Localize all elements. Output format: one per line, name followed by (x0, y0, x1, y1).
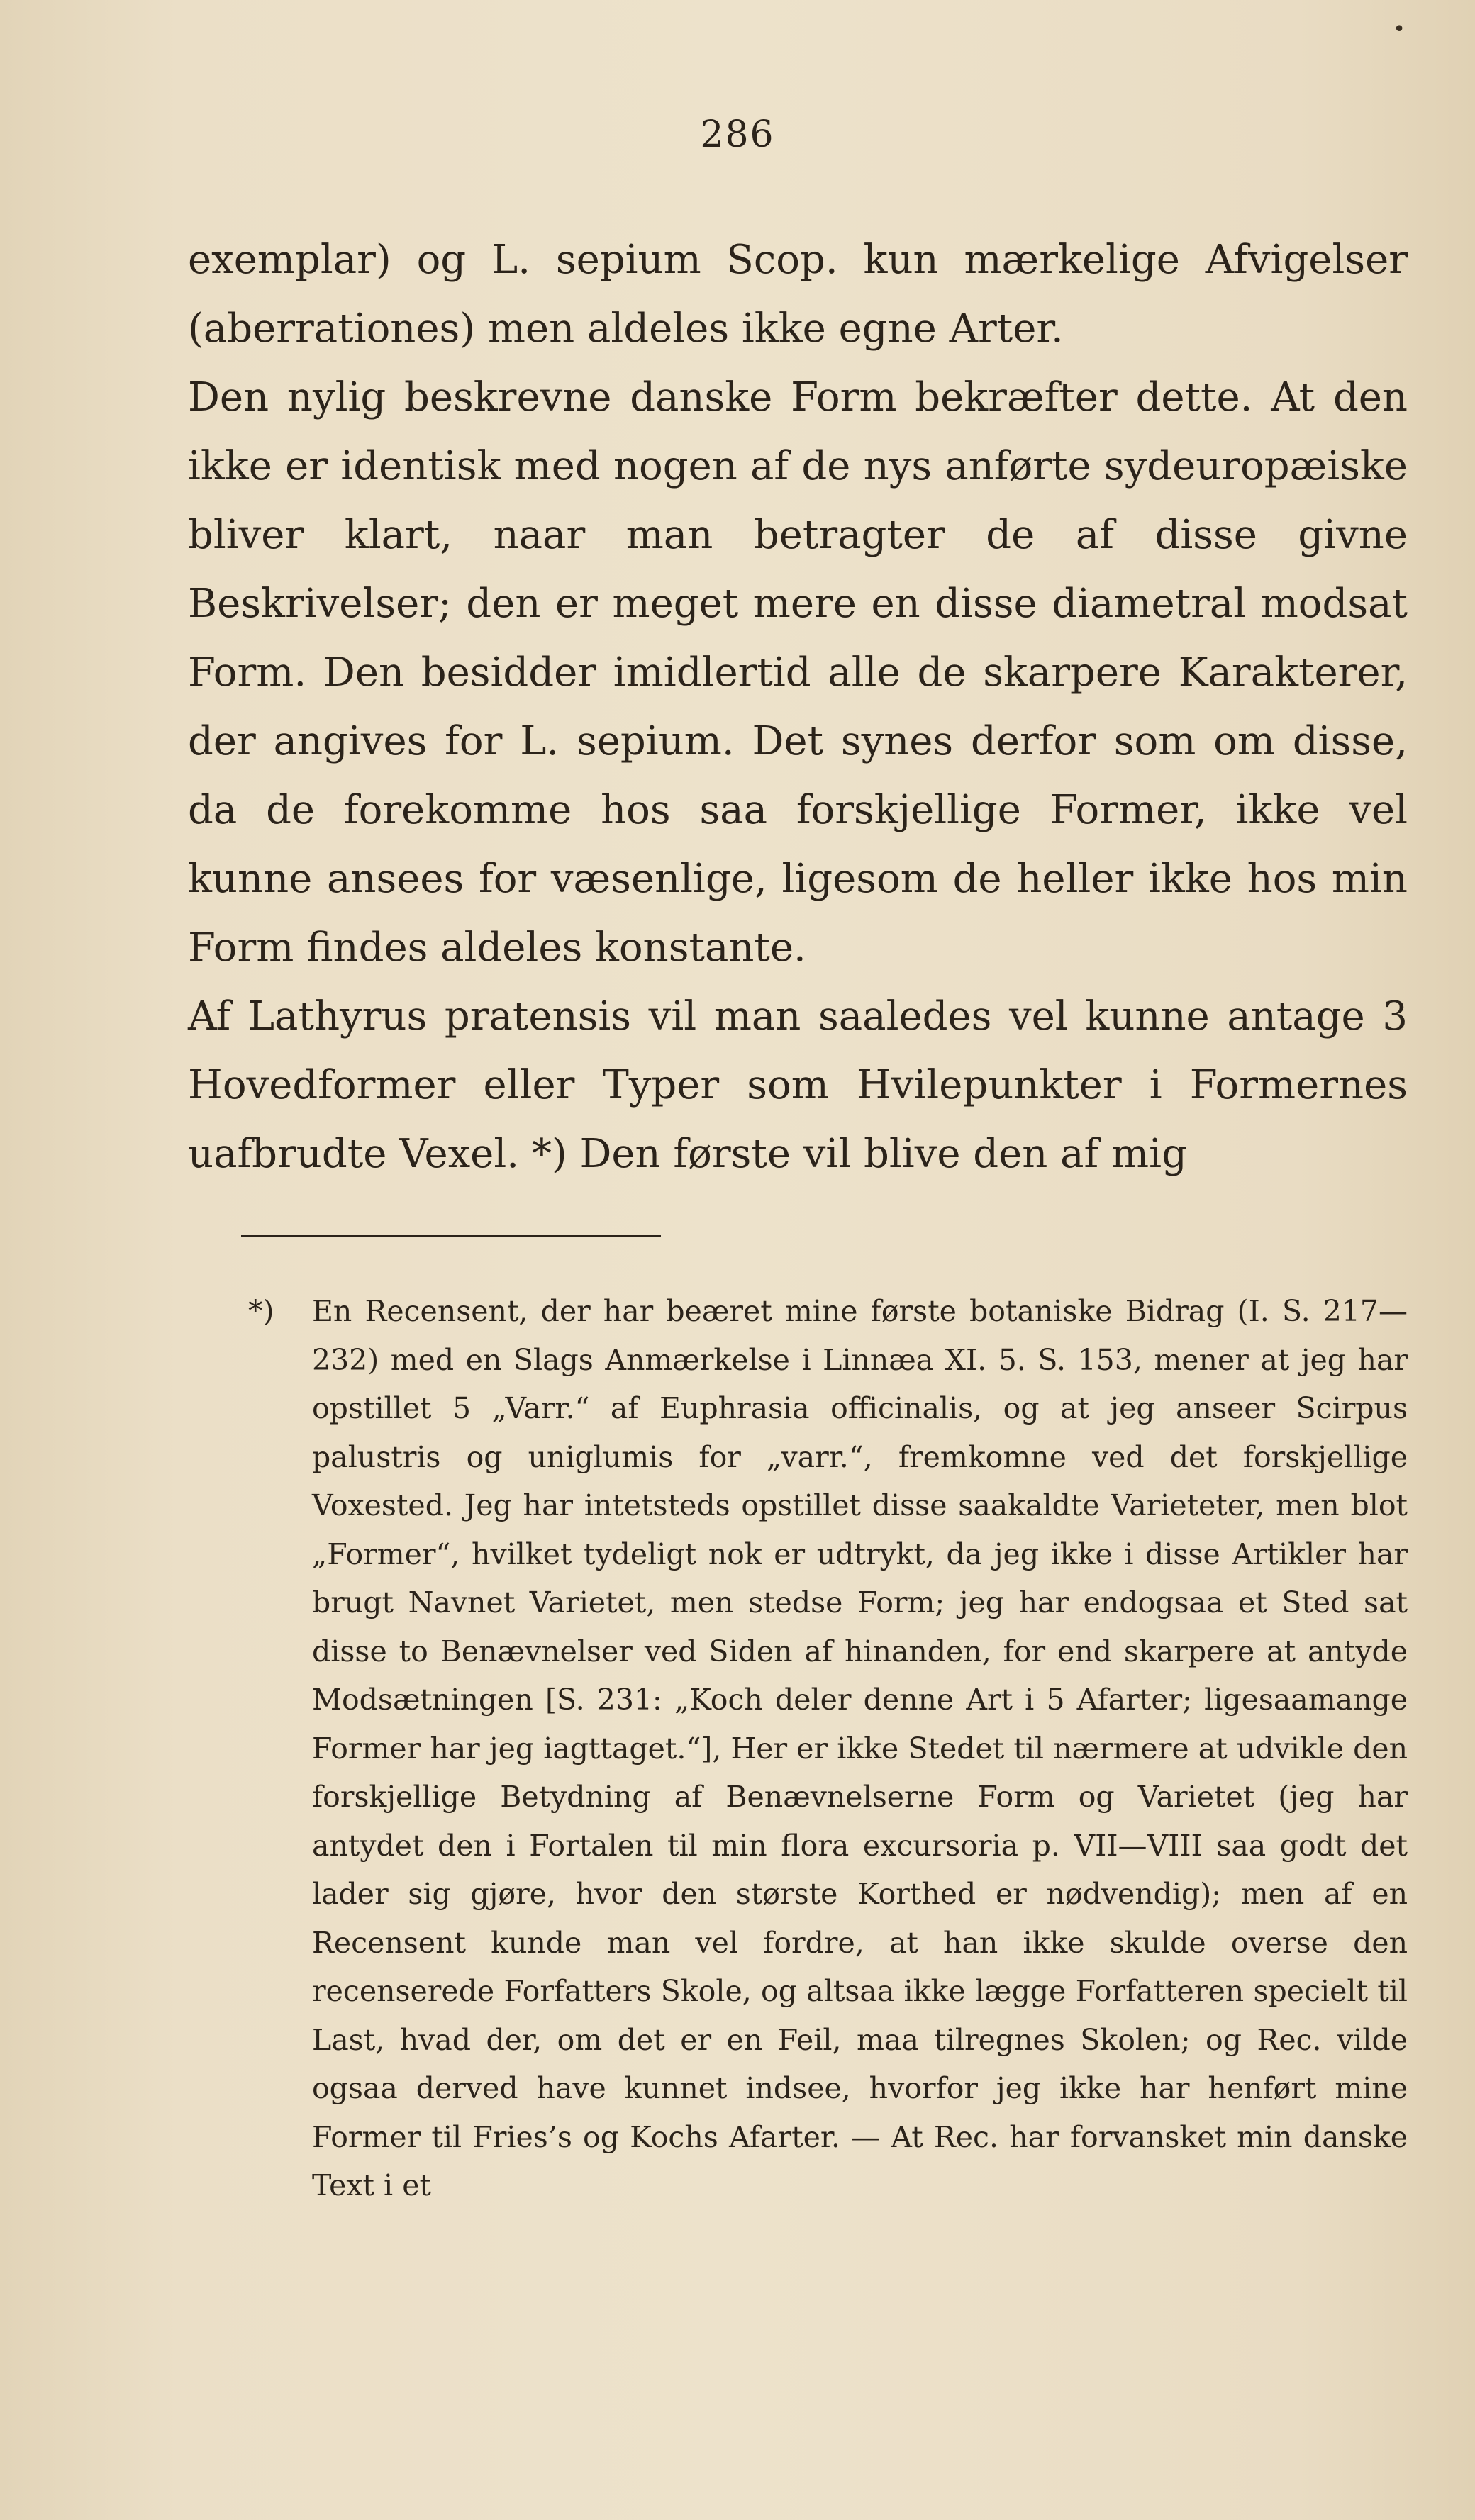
footnote-text: En Recensent, der har beæret mine første botaniske Bidrag (I. S. 217—232) med en Slags Anmærkelse i Linnæa XI. 5. S. 153, mener at jeg har opstillet 5 „Varr.“ af Euphrasia officinalis, og at jeg anseer Scirpus palustris og uniglumis for „varr.“, fremkomne ved det forskjellige Voxested. Jeg har intetsteds opstillet disse saakaldte Varieteter, men blot „Former“, hvilket tydeligt nok er udtrykt, da jeg ikke i disse Artikler har brugt Navnet Varietet, men stedse Form; jeg har endogsaa et Sted sat disse to Benævnelser ved Siden af hinanden, for end skarpere at antyde Modsætningen [S. 231: „Koch deler denne Art i 5 Afarter; ligesaamange Former har jeg iagttaget.“], Her er ikke Stedet til nærmere at udvikle den forskjellige Betydning af Benævnelserne Form og Varietet (jeg har antydet den i Fortalen til min flora excursoria p. VII—VIII saa godt det lader sig gjøre, hvor den største Korthed er nødvendig); men af en Recensent kunde man vel fordre, at han ikke skulde overse den recenserede Forfatters Skole, og altsaa ikke lægge Forfatteren specielt til Last, hvad der, om det er en Feil, maa tilregnes Skolen; og Rec. vilde ogsaa derved have kunnet indsee, hvorfor jeg ikke har henført mine Former til Fries’s og Kochs Afarter. — At Rec. har forvansket min danske Text i et (312, 1294, 1408, 2202)
footnote-mark: *) (248, 1294, 274, 1328)
paragraph-1: exemplar) og L. sepium Scop. kun mærkelige Afvigelser (aberrationes) men aldeles ikke egne Arter. (188, 237, 1408, 352)
paragraph-2: Den nylig beskrevne danske Form bekræfter dette. At den ikke er identisk med nogen af de nys anførte sydeuropæiske bliver klart, naar man betragter de af disse givne Beskrivelser; den er meget mere en disse diametral modsat Form. Den besidder imidlertid alle de skarpere Karakterer, der angives for L. sepium. Det synes derfor som om disse, da de forekomme hos saa forskjellige Former, ikke vel kunne ansees for væsenlige, ligesom de heller ikke hos min Form findes aldeles konstante. (188, 374, 1408, 971)
footnote-divider (241, 1235, 661, 1237)
page-number: 286 (700, 113, 775, 156)
main-text (188, 225, 1408, 1188)
page-speck-decoration: • (1393, 17, 1406, 42)
paragraph-3: Af Lathyrus pratensis vil man saaledes vel kunne antage 3 Hovedformer eller Typer som Hvilepunkter i Formernes uafbrudte Vexel. *) Den første vil blive den af mig (188, 993, 1408, 1177)
